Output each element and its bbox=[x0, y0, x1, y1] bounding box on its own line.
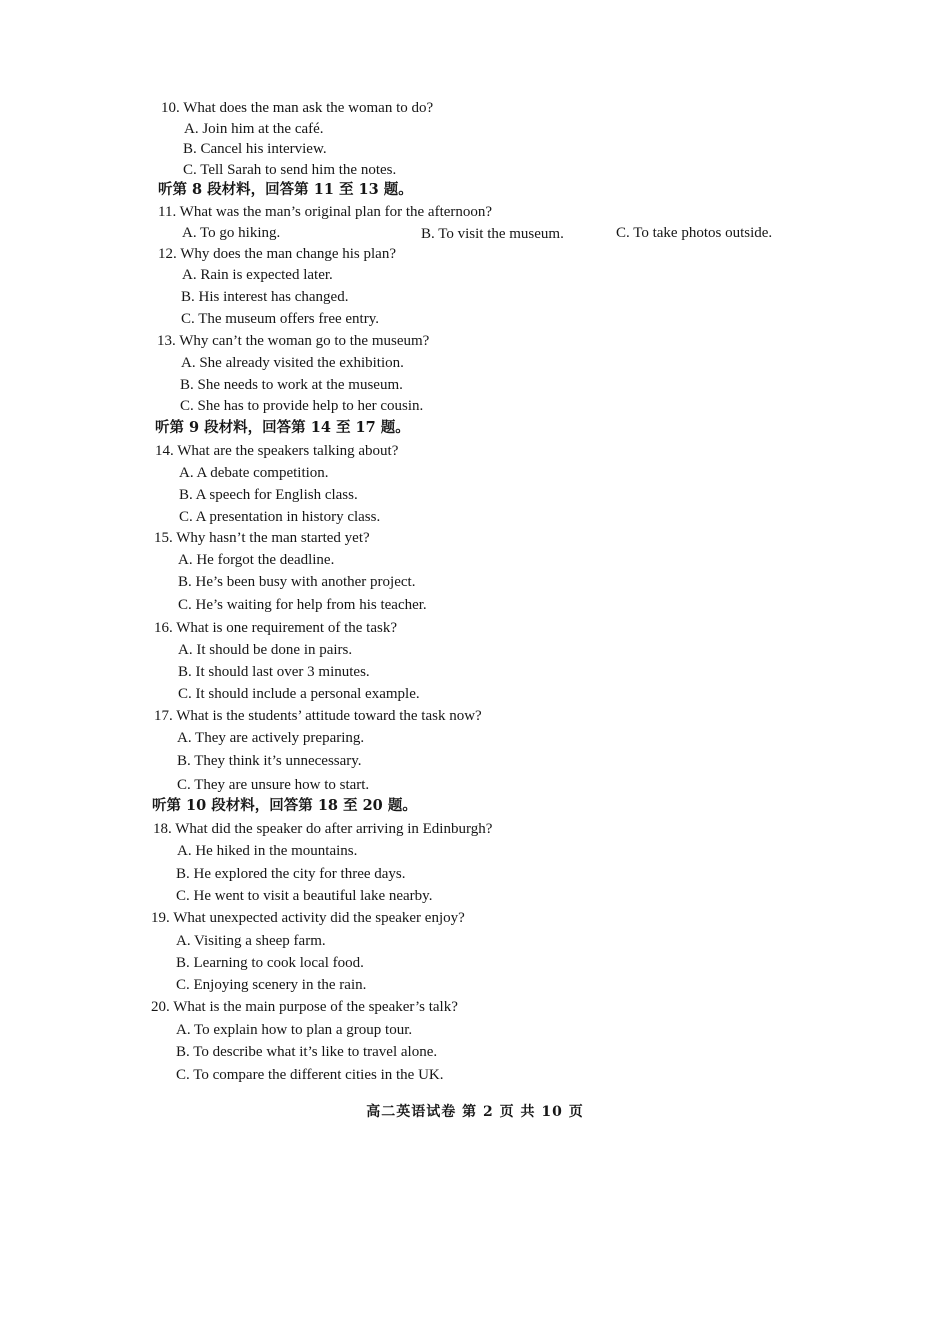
question-15-option-b: B. He’s been busy with another project. bbox=[178, 574, 416, 590]
question-10-option-b: B. Cancel his interview. bbox=[183, 141, 327, 157]
question-19-stem: 19. What unexpected activity did the speaker enjoy? bbox=[151, 910, 465, 926]
question-14-option-c: C. A presentation in history class. bbox=[179, 509, 381, 525]
question-12-option-a: A. Rain is expected later. bbox=[182, 267, 333, 283]
question-19-option-b: B. Learning to cook local food. bbox=[176, 955, 364, 971]
question-12-stem: 12. Why does the man change his plan? bbox=[158, 246, 396, 262]
question-14-option-b: B. A speech for English class. bbox=[179, 487, 358, 503]
question-10-stem: 10. What does the man ask the woman to do? bbox=[161, 100, 434, 116]
section-10-heading: 听第 10 段材料，回答第 18 至 20 题。 bbox=[152, 797, 417, 814]
question-13-stem: 13. Why can’t the woman go to the museum? bbox=[157, 333, 430, 349]
question-17-option-c: C. They are unsure how to start. bbox=[177, 777, 370, 793]
question-14-option-a: A. A debate competition. bbox=[179, 465, 329, 481]
question-20-option-a: A. To explain how to plan a group tour. bbox=[176, 1022, 413, 1038]
question-15-stem: 15. Why hasn’t the man started yet? bbox=[154, 530, 370, 546]
question-18-stem: 18. What did the speaker do after arriving in Edinburgh? bbox=[153, 821, 493, 837]
question-11-option-b: B. To visit the museum. bbox=[421, 226, 564, 242]
question-20-option-c: C. To compare the different cities in the UK. bbox=[176, 1067, 444, 1083]
section-9-heading: 听第 9 段材料，回答第 14 至 17 题。 bbox=[155, 419, 410, 436]
question-20-stem: 20. What is the main purpose of the speaker’s talk? bbox=[151, 999, 458, 1015]
question-19-option-a: A. Visiting a sheep farm. bbox=[176, 933, 326, 949]
question-12-option-b: B. His interest has changed. bbox=[181, 289, 349, 305]
question-10-option-c: C. Tell Sarah to send him the notes. bbox=[183, 162, 397, 178]
question-17-option-a: A. They are actively preparing. bbox=[177, 730, 365, 746]
question-18-option-b: B. He explored the city for three days. bbox=[176, 866, 406, 882]
question-17-stem: 17. What is the students’ attitude toward the task now? bbox=[154, 708, 482, 724]
question-18-option-c: C. He went to visit a beautiful lake nearby. bbox=[176, 888, 433, 904]
page-footer: 高二英语试卷 第 2 页 共 10 页 bbox=[366, 1104, 584, 1120]
question-12-option-c: C. The museum offers free entry. bbox=[181, 311, 379, 327]
question-11-stem: 11. What was the man’s original plan for the afternoon? bbox=[158, 204, 493, 220]
question-19-option-c: C. Enjoying scenery in the rain. bbox=[176, 977, 367, 993]
question-15-option-c: C. He’s waiting for help from his teacher. bbox=[178, 597, 427, 613]
question-14-stem: 14. What are the speakers talking about? bbox=[155, 443, 399, 459]
question-11-option-a: A. To go hiking. bbox=[182, 225, 281, 241]
question-16-stem: 16. What is one requirement of the task? bbox=[154, 620, 397, 636]
question-15-option-a: A. He forgot the deadline. bbox=[178, 552, 335, 568]
question-20-option-b: B. To describe what it’s like to travel alone. bbox=[176, 1044, 438, 1060]
question-16-option-b: B. It should last over 3 minutes. bbox=[178, 664, 370, 680]
question-17-option-b: B. They think it’s unnecessary. bbox=[177, 753, 362, 769]
question-13-option-c: C. She has to provide help to her cousin. bbox=[180, 398, 424, 414]
question-11-option-c: C. To take photos outside. bbox=[616, 225, 773, 241]
question-10-option-a: A. Join him at the café. bbox=[184, 121, 324, 137]
section-8-heading: 听第 8 段材料，回答第 11 至 13 题。 bbox=[158, 181, 413, 198]
question-16-option-a: A. It should be done in pairs. bbox=[178, 642, 353, 658]
question-13-option-a: A. She already visited the exhibition. bbox=[181, 355, 404, 371]
question-13-option-b: B. She needs to work at the museum. bbox=[180, 377, 403, 393]
question-18-option-a: A. He hiked in the mountains. bbox=[177, 843, 358, 859]
question-16-option-c: C. It should include a personal example. bbox=[178, 686, 420, 702]
